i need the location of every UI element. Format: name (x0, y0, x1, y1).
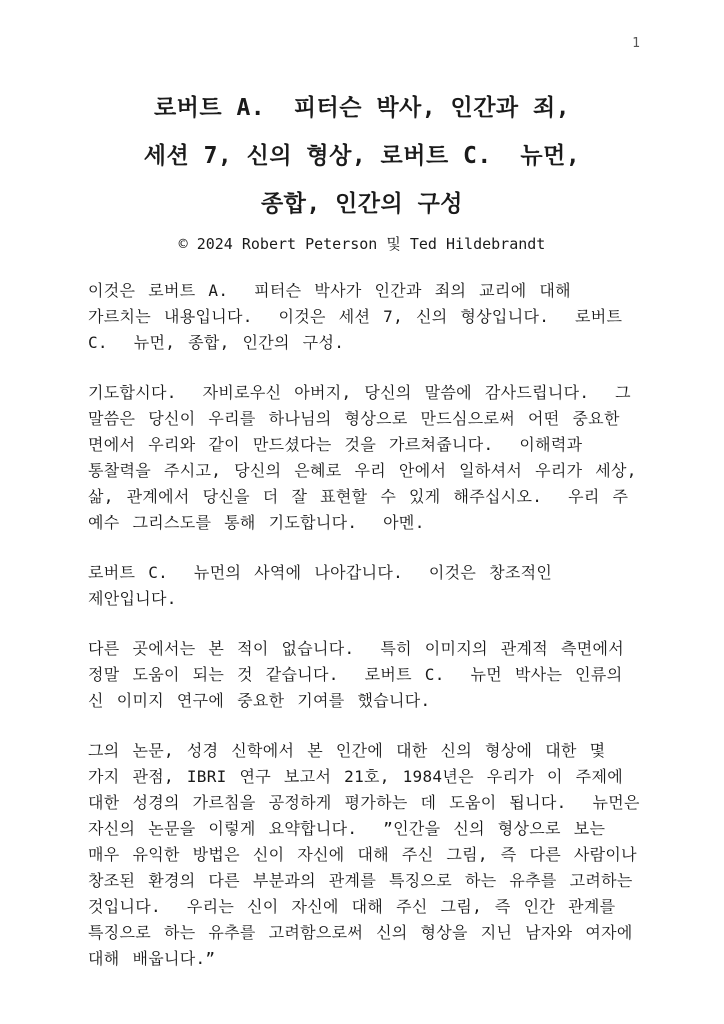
body-paragraph: 그의 논문, 성경 신학에서 본 인간에 대한 신의 형상에 대한 몇 가지 관점, IBRI 연구 보고서 21호, 1984년은 우리가 이 주제에 대한 성경의 가르침을 공정하게 평가하는 데 도움이 됩니다. 뉴먼은 자신의 논문을 이렇게 요약합니다. ”인간을 신의 형상으로 보는 매우 유익한 방법은 신이 자신에 대해 주신 그림, 즉 다른 사람이나 창조된 환경의 다른 부분과의 관계를 특징으로 하는 유추를 고려하는 것입니다. 우리는 신이 자신에 대해 주신 그림, 즉 인간 관계를 특징으로 하는 유추를 고려함으로써 신의 형상을 지닌 남자와 여자에 대해 배웁니다.” (88, 741, 653, 968)
body-paragraph: 이것은 로버트 A. 피터슨 박사가 인간과 죄의 교리에 대해 가르치는 내용입니다. 이것은 세션 7, 신의 형상입니다. 로버트 C. 뉴먼, 종합, 인간의 구성. (88, 281, 636, 352)
body-paragraph: 로버트 C. 뉴먼의 사역에 나아갑니다. 이것은 창조적인 제안입니다. (88, 563, 566, 608)
body-paragraph: 다른 곳에서는 본 적이 없습니다. 특히 이미지의 관계적 측면에서 정말 도움이 되는 것 같습니다. 로버트 C. 뉴먼 박사는 인류의 신 이미지 연구에 중요한 기여를 했습니다. (88, 639, 637, 710)
page-number: 1 (632, 36, 640, 51)
title-line-1: 로버트 A. 피터슨 박사, 인간과 죄, (153, 95, 571, 121)
body-paragraph: 기도합시다. 자비로우신 아버지, 당신의 말씀에 감사드립니다. 그 말씀은 당신이 우리를 하나님의 형상으로 만드심으로써 어떤 중요한 면에서 우리와 같이 만드셨다는 것을 가르쳐줍니다. 이해력과 통찰력을 주시고, 당신의 은혜로 우리 안에서 일하셔서 우리가 세상, 삶, 관계에서 당신을 더 잘 표현할 수 있게 해주십시오. 우리 주 예수 그리스도를 통해 기도합니다. 아멘. (88, 383, 650, 532)
title-line-3: 종합, 인간의 구성 (260, 191, 464, 217)
copyright-line: © 2024 Robert Peterson 및 Ted Hildebrandt (178, 235, 546, 253)
document-title (0, 84, 724, 228)
title-line-2: 세션 7, 신의 형상, 로버트 C. 뉴먼, (143, 143, 581, 169)
document-body (88, 278, 653, 972)
